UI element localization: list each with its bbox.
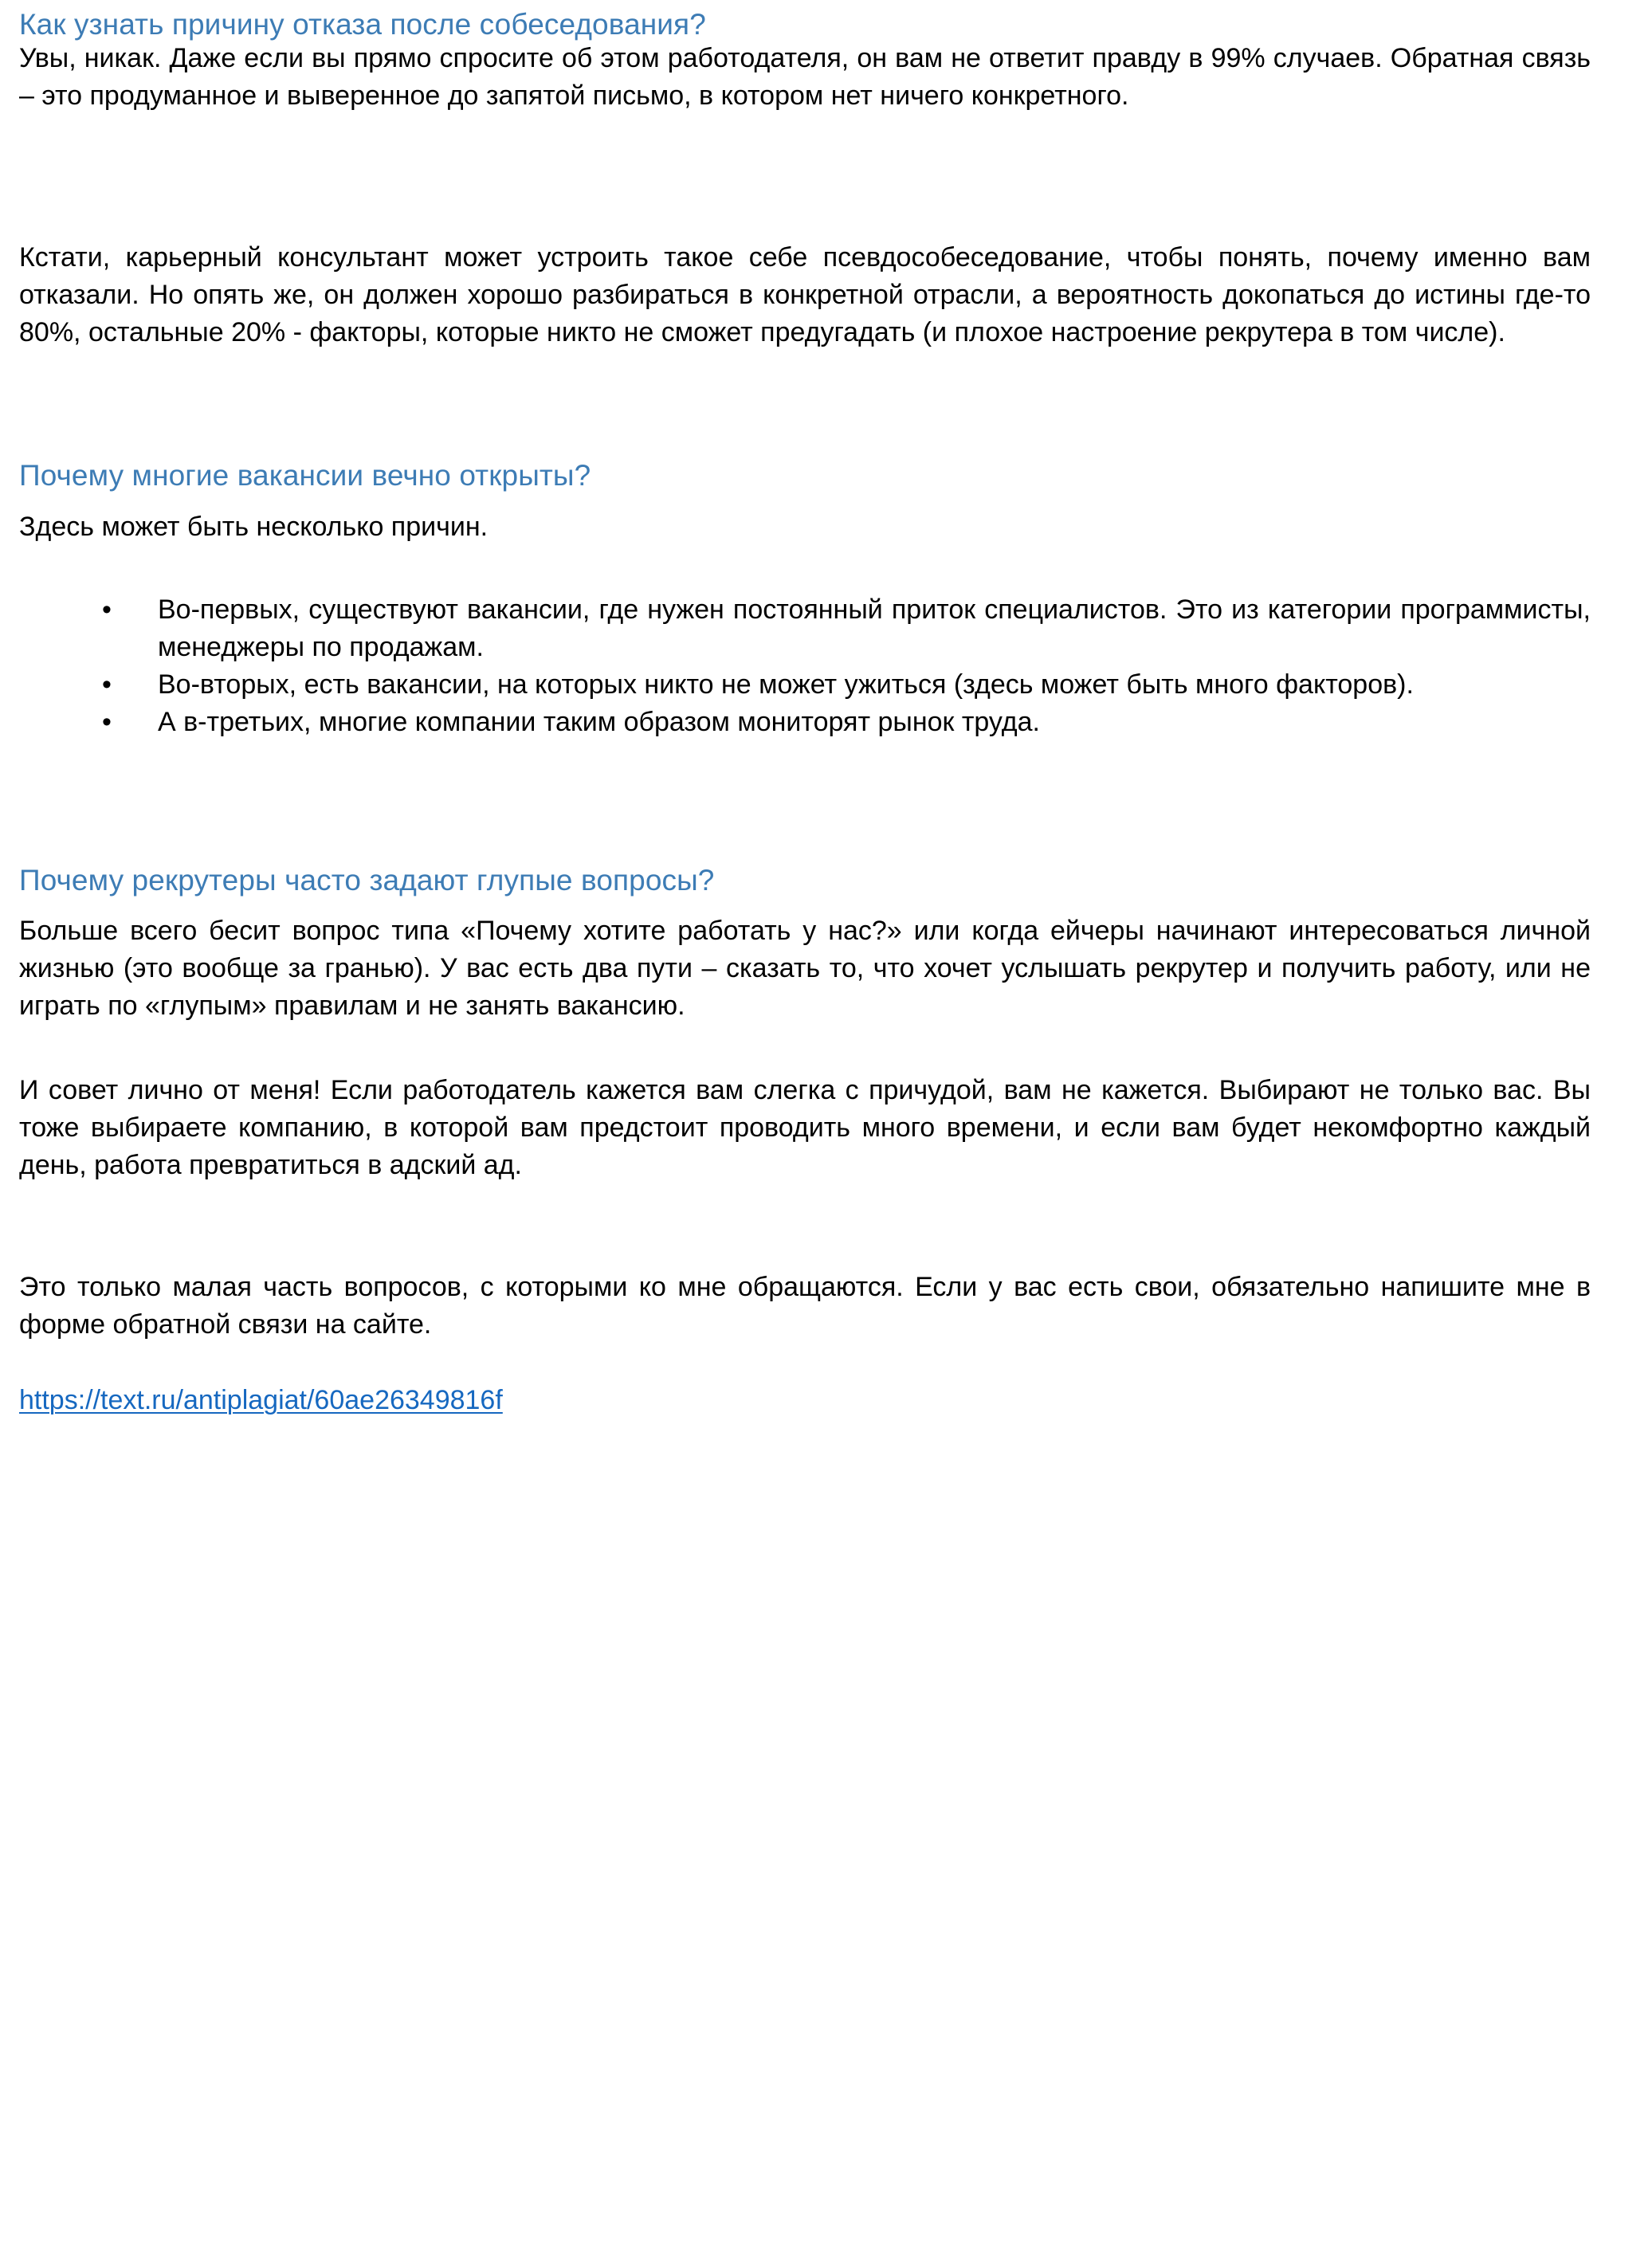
paragraph: Кстати, карьерный консультант может устроить такое себе псевдособеседование, чтобы понять, почему именно вам отказали. Но опять же, он должен хорошо разбираться в конкретной отрасли, а вероятность докопаться до истины где-то 80%, остальные 20% - факторы, которые никто не сможет предугадать (и плохое настроение рекрутера в том числе). (19, 242, 1591, 347)
paragraph: Это только малая часть вопросов, с которыми ко мне обращаются. Если у вас есть свои, обязательно напишите мне в форме обратной связи на сайте. (19, 1272, 1591, 1340)
section-heading-3: Почему рекрутеры часто задают глупые вопросы? (19, 864, 715, 897)
section-1-paragraph-1-block (19, 40, 1591, 115)
bullet-point-icon: • (102, 594, 112, 625)
paragraph: Больше всего бесит вопрос типа «Почему хотите работать у нас?» или когда ейчеры начинают интересоваться личной жизнью (это вообще за гранью). У вас есть два пути – сказать то, что хочет услышать рекрутер и получить работу, или не играть по «глупым» правилам и не занять вакансию. (19, 916, 1591, 1021)
list-item (19, 666, 1591, 704)
section-3-paragraph-3-block (19, 1269, 1591, 1344)
footer-link-block (19, 1382, 1591, 1419)
list-item-text: А в-третьих, многие компании таким образом мониторят рынок труда. (158, 707, 1040, 737)
section-heading-1: Как узнать причину отказа после собеседования? (19, 8, 706, 41)
section-3-paragraph-2-block (19, 1072, 1591, 1184)
list-item-text: Во-вторых, есть вакансии, на которых никто не может ужиться (здесь может быть много факторов). (158, 669, 1414, 700)
paragraph: Здесь может быть несколько причин. (19, 512, 489, 542)
bullet-point-icon: • (102, 669, 112, 700)
antiplagiat-report-link[interactable]: https://text.ru/antiplagiat/60ae26349816f (19, 1385, 503, 1415)
section-heading-2: Почему многие вакансии вечно открыты? (19, 459, 591, 492)
section-1-paragraph-2-block (19, 239, 1591, 351)
paragraph: И совет лично от меня! Если работодатель кажется вам слегка с причудой, вам не кажется. Выбирают не только вас. Вы тоже выбираете компанию, в которой вам предстоит проводить много времени, и если вам будет некомфортно каждый день, работа превратиться в адский ад. (19, 1075, 1591, 1180)
section-3-paragraph-1-block (19, 912, 1591, 1025)
section-2-intro-block (19, 508, 1591, 546)
section-1-block (19, 10, 1591, 39)
paragraph: Увы, никак. Даже если вы прямо спросите об этом работодателя, он вам не ответит правду в 99% случаев. Обратная связь – это продуманное и выверенное до запятой письмо, в котором нет ничего конкретного. (19, 43, 1591, 111)
list-item (19, 591, 1591, 666)
bullet-list (19, 591, 1591, 741)
bullet-point-icon: • (102, 707, 112, 737)
list-item (19, 704, 1591, 741)
section-3-block (19, 865, 1591, 895)
section-2-bullet-list-block (19, 591, 1591, 741)
list-item-text: Во-первых, существуют вакансии, где нужен постоянный приток специалистов. Это из категории программисты, менеджеры по продажам. (158, 594, 1591, 662)
section-2-block (19, 461, 1591, 490)
